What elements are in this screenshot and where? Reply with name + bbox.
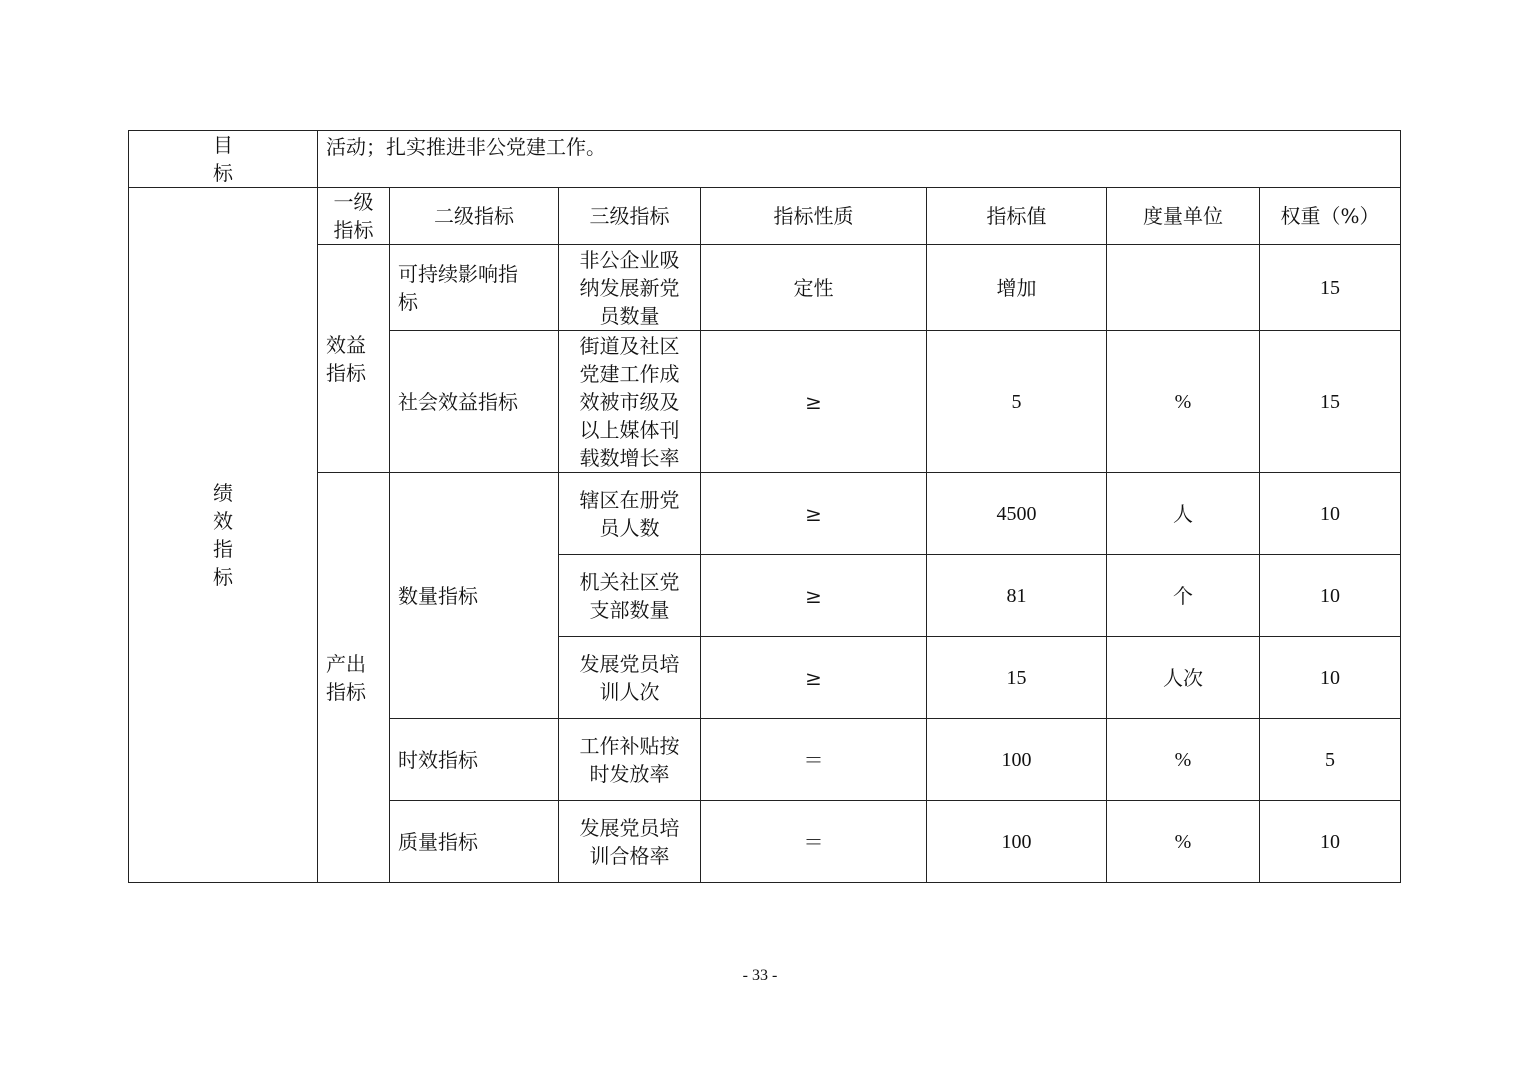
goal-row [129,131,1401,188]
unit-cell [1107,245,1260,331]
group-output-line2: 指标 [326,679,366,704]
nature-cell: ＝ [701,719,927,801]
performance-indicator-label-cell [129,188,318,883]
level2-cell: 数量指标 [390,473,559,719]
header-level3: 三级指标 [559,188,701,245]
weight-cell: 10 [1260,473,1401,555]
value-cell: 4500 [927,473,1107,555]
level2-cell: 质量指标 [390,801,559,883]
level3-line: 员数量 [599,303,660,328]
level3-cell [559,555,701,637]
level3-line: 街道及社区 [579,333,680,358]
weight-cell: 15 [1260,245,1401,331]
goal-label-line1: 目 [213,133,233,157]
header-level1 [318,188,390,245]
nature-cell: ≥ [701,473,927,555]
level2-line1: 可持续影响指 [398,261,518,286]
value-cell: 100 [927,801,1107,883]
unit-cell: % [1107,331,1260,473]
group-benefit-cell [318,245,390,473]
level3-line: 效被市级及 [579,389,680,414]
level3-cell [559,331,701,473]
header-unit: 度量单位 [1107,188,1260,245]
perf-label-char-3: 指 [213,537,233,561]
level2-cell [390,245,559,331]
weight-cell: 10 [1260,555,1401,637]
nature-cell: ＝ [701,801,927,883]
group-output-cell [318,473,390,883]
level2-cell: 社会效益指标 [390,331,559,473]
header-value: 指标值 [927,188,1107,245]
value-cell: 15 [927,637,1107,719]
weight-cell: 10 [1260,637,1401,719]
value-cell: 增加 [927,245,1107,331]
level3-line: 以上媒体刊 [579,417,680,442]
unit-cell: 人次 [1107,637,1260,719]
header-level1-line1: 一级 [333,190,374,214]
page-number: - 33 - [742,967,778,984]
level3-line: 非公企业吸 [579,247,680,272]
level3-line: 发展党员培 [579,651,680,676]
level3-line: 辖区在册党 [579,487,680,512]
header-nature: 指标性质 [701,188,927,245]
table-row [129,473,1401,555]
level2-line2: 标 [398,289,418,314]
level3-line: 载数增长率 [579,445,680,470]
group-output-line1: 产出 [326,651,366,676]
weight-cell: 15 [1260,331,1401,473]
unit-cell: 个 [1107,555,1260,637]
level3-cell [559,473,701,555]
perf-label-char-2: 效 [213,509,233,533]
header-level1-line2: 指标 [333,218,374,242]
unit-cell: 人 [1107,473,1260,555]
value-cell: 100 [927,719,1107,801]
value-cell: 81 [927,555,1107,637]
nature-cell: 定性 [701,245,927,331]
level3-cell [559,719,701,801]
level3-line: 机关社区党 [579,569,680,594]
goal-label-line2: 标 [213,161,233,185]
level3-line: 员人数 [599,515,660,540]
level3-cell [559,801,701,883]
header-row [129,188,1401,245]
perf-label-char-1: 绩 [213,481,233,505]
level3-cell [559,637,701,719]
nature-cell: ≥ [701,637,927,719]
level2-cell: 时效指标 [390,719,559,801]
goal-label-cell [129,131,318,188]
level3-line: 工作补贴按 [579,733,680,758]
goal-content: 活动；扎实推进非公党建工作。 [326,135,606,159]
weight-cell: 10 [1260,801,1401,883]
nature-cell: ≥ [701,555,927,637]
value-cell: 5 [927,331,1107,473]
header-level2: 二级指标 [390,188,559,245]
nature-cell: ≥ [701,331,927,473]
header-weight: 权重（%） [1260,188,1401,245]
group-benefit-line2: 指标 [326,360,366,385]
level3-line: 时发放率 [589,761,670,786]
performance-goal-table [128,130,1401,883]
level3-line: 发展党员培 [579,815,680,840]
level3-line: 训合格率 [589,843,670,868]
group-benefit-line1: 效益 [326,332,366,357]
perf-label-char-4: 标 [213,565,233,589]
level3-line: 支部数量 [589,597,670,622]
level3-cell [559,245,701,331]
unit-cell: % [1107,801,1260,883]
weight-cell: 5 [1260,719,1401,801]
level3-line: 党建工作成 [579,361,680,386]
level3-line: 训人次 [599,679,660,704]
unit-cell: % [1107,719,1260,801]
goal-content-cell [318,131,1401,188]
level3-line: 纳发展新党 [579,275,680,300]
table-row [129,245,1401,331]
